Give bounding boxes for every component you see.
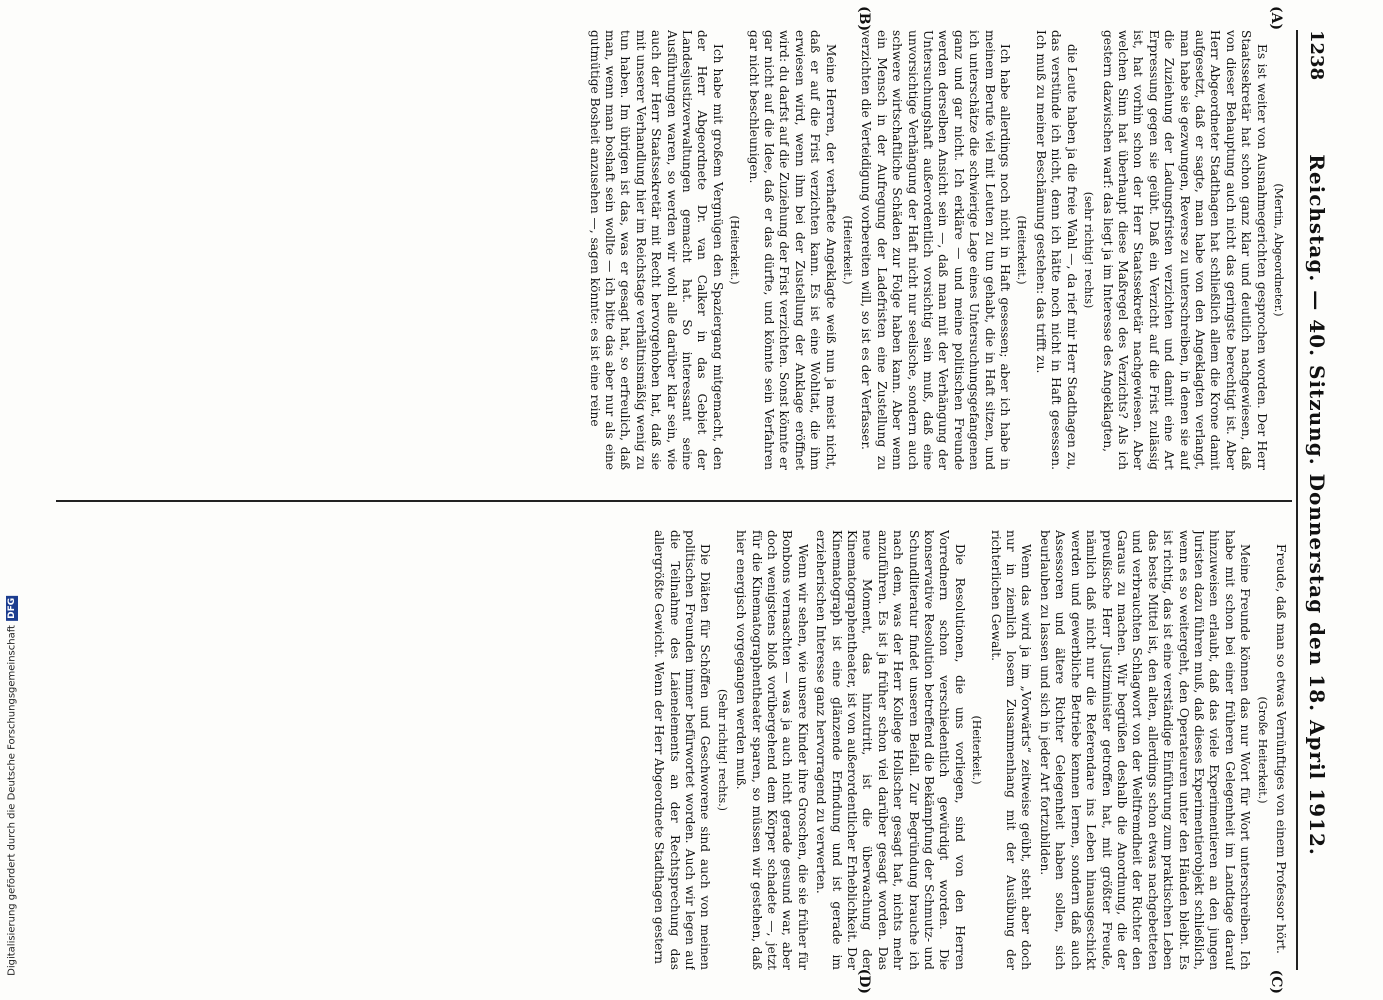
paragraph: Ich habe mit großem Vergnügen den Spaziergang mitgemacht, den der Herr Abgeordnete Dr. van Calker in das Gebiet der Landesjustizverwaltungen gemacht hat. So interessant seine Ausführungen waren, so werden wir wohl alle darüber klar sein, wie auch der Herr Staatssekretär mit Recht hervorgehoben hat, daß sie mit unserer Verhandlung hier im Reichstage verhältnismäßig wenig zu tun haben. Im übrigen ist das, was er gesagt hat, so erfreulich, daß man, wenn man boshaft sein wollte — ich bitte das aber nur als eine gutmütige Bosheit anzusehen —, sagen könnte: es ist eine reine [587, 30, 725, 470]
interjection: (Heiterkeit.) [840, 215, 854, 285]
paragraph: Es ist weiter von Ausnahmegerichten gesprochen worden. Der Herr Staatssekretär hat schon ganz klar und deutlich nachgewiesen, daß von dieser Behauptung auch nicht das geringste berechtigt ist. Aber Herr Abgeordneter Stadthagen hat schließlich allem die Krone damit aufgesetzt, daß er sagte, man habe von den Angeklagten verlangt, man habe sie gezwungen, Reverse zu unterschreiben, in denen sie auf die Zuziehung der Ladungsfristen verzichten und damit eine Art Erpressung gegen sie geübt. Daß ein Verzicht auf die Frist zulässig ist, hat vorhin schon der Herr Staatssekretär nachgewiesen. Aber welchen Sinn hat überhaupt diese Maßregel des Verzichts? Als ich gestern dazwischen warf: das liegt ja im Interesse des Angeklagten, [1100, 30, 1269, 470]
right-column [62, 530, 1288, 970]
paragraph: Freude, daß man so etwas Vernünftiges von einem Professor hört. [1273, 544, 1288, 954]
page-header [1296, 30, 1336, 970]
left-column [62, 30, 1288, 470]
paragraph: Die Diäten für Schöffen und Geschworene sind auch von meinen politischen Freunden immer befürwortet worden. Auch wir legen auf die Teilnahme des Laienelements an der Rechtsprechung das allergrößte Gewicht. Wenn der Herr Abgeordnete Stadthagen gestern [651, 530, 712, 970]
interjection: (Heiterkeit.) [1015, 215, 1028, 285]
paragraph: Wenn das wird ja im „Vorwärts“ zeitweise geübt, steht aber doch nur in ziemlich losem Zusammenhang mit der Ausübung der richterlichen Gewalt. [988, 530, 1033, 970]
credit-text: Digitalisierung gefördert durch die Deutsche Forschungsgemeinschaft [6, 625, 18, 976]
paragraph: Die Resolutionen, die uns vorliegen, sind von den Herren Vorrednern schon verschiedentlich gewürdigt worden. Die konservative Resolution betreffend die Bekämpfung der Schmutz- und Schundliteratur findet unseren Beifall. Zur Begründung brauche ich nach dem, was der Herr Kollege Hollscher gesagt hat, nichts mehr anzuführen. Es ist ja früher schon viel darüber gesagt worden. Das neue Moment, das hinzutritt, ist die überwachung der Kinematographentheater, ist von außerordentlicher Erheblichkeit. Der Kinematograph ist eine glänzende Erfindung und ist gerade im erzieherischen Interesse ganz hervorragend zu verwerten. [813, 530, 967, 970]
margin-marker-c: (C) [1267, 969, 1284, 994]
paragraph: Ich habe allerdings noch nicht in Haft gesessen; aber ich habe in meinem Berufe viel mit Leuten zu tun gehabt, die in Haft sitzen, und ich unterschätze die schwierige Lage eines Untersuchungsgefangenen ganz und gar nicht. Ich erkläre — und meine politischen Freunde werden derselben Ansicht sein —, daß man mit der Verhängung der Untersuchungshaft außerordentlich vorsichtig sein muß, daß eine unvorsichtige Verhängung der Haft nicht nur seelische, sondern auch schwere wirtschaftliche Schäden zur Folge haben kann. Aber wenn ein Mensch in der Aufregung der Ladefristen eine Zustellung zu verzichten die Verteidigung vorbereiten will, so ist es der Verfasser. [858, 30, 1012, 470]
interjection: (sehr richtig! rechts) [1081, 191, 1095, 309]
interjection: (Sehr richtig! rechts.) [715, 689, 729, 811]
margin-marker-a: (A) [1267, 6, 1284, 31]
interjection: (Heiterkeit.) [969, 715, 983, 785]
page-number: 1238 [1306, 30, 1327, 81]
paragraph: Meine Herren, der verhaftete Angeklagte weiß nun ja meist nicht, daß er auf die Frist verzichten kann. Es ist eine Wohltat, die ihm erwiesen wird, wenn ihm bei der Zustellung der Anklage eröffnet wird: du darfst auf die Zuziehung der Frist verzichten. Sonst könnte er gar nicht auf die Idee, daß er das dürfte, und könnte sein Verfahren gar nicht beschleunigen. [746, 30, 838, 470]
margin-marker-d: (D) [855, 968, 872, 994]
page-title: Reichstag. — 40. Sitzung. Donnerstag den 18. April 1912. [1304, 154, 1329, 856]
interjection: (Heiterkeit.) [727, 215, 741, 285]
paragraph: Wenn wir sehen, wie unsere Kinder ihre Groschen, die sie früher für Bonbons vernaschten — was ja auch nicht gerade gesund war, aber doch wenigstens bloß vorübergehend dem Körper schadete —, jetzt für die Kinematographentheater sparen, so müssen wir gestehen, daß hier energisch vorgegangen werden muß. [733, 530, 810, 970]
paragraph: die Leute haben ja die freie Wahl —, da rief mir Herr Stadthagen zu, das verstünde ich nicht, denn ich hätte noch nicht in Haft gesessen. Ich muß zu meiner Beschämung gestehen: das trifft zu. [1033, 30, 1079, 470]
rotated-page-content [42, 0, 1342, 1000]
digitization-credit [6, 596, 18, 976]
dfg-logo: DFG [7, 598, 17, 620]
margin-marker-b: (B) [855, 6, 872, 32]
interjection: (Große Heiterkeit.) [1255, 696, 1269, 804]
speaker-label: (Mertin, Abgeordneter.) [1271, 183, 1285, 317]
column-divider [56, 500, 1292, 502]
paragraph: Meine Freunde können das nur Wort für Wort unterschreiben. Ich habe mit schon bei einer früheren Gelegenheit im Landtage darauf hinzuweisen erlaubt, daß das viele Experimentieren an den jungen Juristen dazu führen muß, daß dieses Experimentierobjekt schließlich, wenn es so weitergeht, den Operateuren unter den Händen bleibt. Es ist richtig, das ist eine verständige Einführung zum praktischen Leben das beste Mittel ist, den alten, allerdings schon etwas nachgebetteten und verbrauchten Schlagwort von der Weltfremdheit der Richter den Garaus zu machen. Wir begrüßen deshalb die Anordnung, die der preußische Herr Justizminister getroffen hat, mit größter Freude, nämlich daß nicht nur die Referendare ins Leben hinausgeschickt werden und gewerbliche Betriebe kennen lernen, sondern daß auch Assessoren und ältere Richter Gelegenheit haben sollen, sich beurlauben zu lassen und sich in jeder Art fortzubilden. [1037, 530, 1252, 970]
